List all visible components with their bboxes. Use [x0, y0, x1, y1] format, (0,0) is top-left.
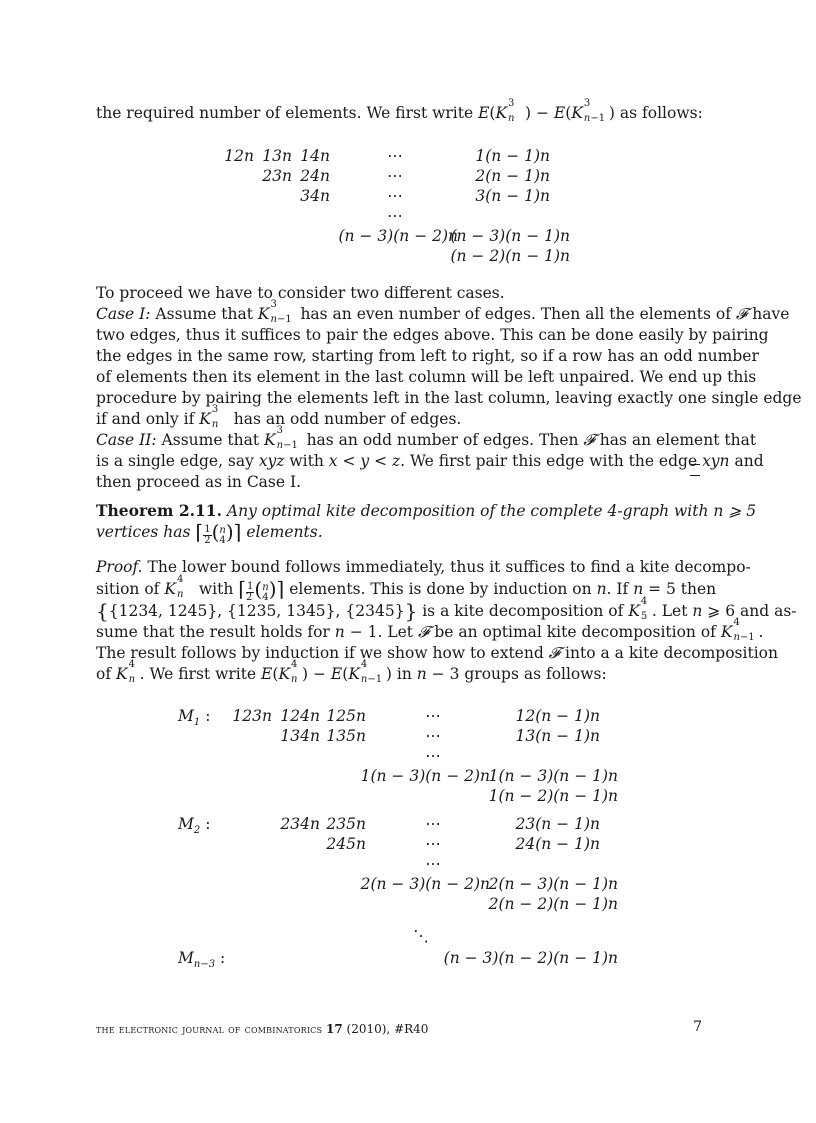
case1-line-3: the edges in the same row, starting from left to right, so if a row has an odd number: [96, 347, 759, 365]
diagonal-dots: ⋱: [413, 927, 429, 945]
case1-line-6: if and only if K 3 n has an odd number of edges.: [96, 404, 462, 430]
text: .: [758, 623, 764, 641]
text: has an element that: [594, 431, 757, 449]
text: :: [205, 815, 211, 833]
table-cell: 34n: [300, 187, 330, 205]
page-number: 7: [693, 1019, 702, 1035]
qed-symbol: [690, 464, 700, 476]
case2-line-1: Case II: Assume that K 3 n−1 has an odd number of edges. Then 𝓕 has an element that: [96, 425, 757, 451]
footer-journal: [96, 1021, 428, 1037]
text: in: [391, 665, 417, 683]
table-cell: 1(n − 3)(n − 1)n: [488, 767, 618, 785]
table-cell: (n − 3)(n − 1)n: [450, 227, 570, 245]
proof-line-6: of K 4 n . We first write E(K 4 n ) − E(K 4 n−1 ) in n − 3 groups as follows:: [96, 659, 607, 685]
table-cell: 13(n − 1)n: [515, 727, 600, 745]
table-cell: 13n: [262, 147, 292, 165]
proof-label: Proof.: [96, 558, 143, 576]
text: M: [178, 707, 194, 725]
journal-name: the electronic journal of combinatorics: [96, 1022, 323, 1036]
text: ⩾ 6 and as-: [702, 602, 797, 620]
case2-line-3: then proceed as in Case I.: [96, 473, 302, 491]
text: n ⩾ 5: [713, 502, 757, 520]
text: into a a kite decomposition: [560, 644, 778, 662]
table-cell: (n − 2)(n − 1)n: [450, 247, 570, 265]
group-label-m2: [178, 814, 210, 834]
table-cell: 2(n − 3)(n − 2)n: [360, 875, 490, 893]
table-cell: ⋯: [425, 835, 441, 853]
text: = 5 then: [643, 580, 717, 598]
text: M: [178, 949, 194, 967]
theorem-line-1: [96, 500, 757, 522]
table-cell: 1(n − 2)(n − 1)n: [488, 787, 618, 805]
intro-line: the required number of elements. We first write E(K 3 n ) − E(K 3 n−1 ) as follows:: [96, 98, 703, 124]
text: {1234, 1245}, {1235, 1345}, {2345}: [108, 602, 405, 620]
table-cell: 245n: [326, 835, 366, 853]
table-cell: 12(n − 1)n: [515, 707, 600, 725]
theorem-line-2: vertices has ⌈ $\frac{1}{2}$ ( n 4 )⌉ elements.: [96, 520, 323, 546]
case1-line-5: procedure by pairing the elements left in the last column, leaving exactly one single edge: [96, 389, 802, 407]
text: . We first pair this edge with the edge: [400, 452, 703, 470]
text: Assume that: [150, 305, 258, 323]
case1-label: Case I:: [96, 305, 151, 323]
text: vertices has: [96, 523, 196, 541]
table-cell: ⋯: [387, 167, 403, 185]
text: . Let: [651, 602, 693, 620]
table-cell: 135n: [326, 727, 366, 745]
text: M: [178, 815, 194, 833]
text: − 1. Let: [344, 623, 418, 641]
table-cell: ⋯: [387, 207, 403, 225]
table-cell: 2(n − 2)(n − 1)n: [488, 895, 618, 913]
text: has an odd number of edges. Then: [301, 431, 584, 449]
table-cell: (n − 3)(n − 2)n: [338, 227, 458, 245]
year-article: (2010), #R40: [342, 1022, 429, 1036]
text: is a kite decomposition of: [417, 602, 629, 620]
text: − 3 groups as follows:: [426, 665, 607, 683]
text: has an even number of edges. Then all the elements of: [295, 305, 736, 323]
text: has an odd number of edges.: [228, 410, 462, 428]
table-cell: (n − 3)(n − 2)(n − 1)n: [443, 949, 618, 967]
text: elements.: [241, 523, 323, 541]
table-cell: 1(n − 1)n: [475, 147, 550, 165]
table-cell: 125n: [326, 707, 366, 725]
table-cell: ⋯: [387, 187, 403, 205]
text: be an optimal kite decomposition of: [429, 623, 721, 641]
text: Any optimal kite decomposition of the complete 4-graph with: [221, 502, 714, 520]
text: if and only if: [96, 410, 200, 428]
text: sition of: [96, 580, 165, 598]
text: . We first write: [139, 665, 262, 683]
text: is a single edge, say: [96, 452, 259, 470]
proof-line-5: The result follows by induction if we show how to extend 𝓕 into a a kite decomposition: [96, 644, 778, 662]
table-cell: ⋯: [425, 747, 441, 765]
table-cell: 24(n − 1)n: [515, 835, 600, 853]
text: with: [193, 580, 239, 598]
table-cell: 24n: [300, 167, 330, 185]
table-cell: 2(n − 3)(n − 1)n: [488, 875, 618, 893]
cases-intro: To proceed we have to consider two different cases.: [96, 284, 505, 302]
table-cell: ⋯: [425, 707, 441, 725]
text: n−3: [193, 959, 216, 970]
case1-line-2: two edges, thus it suffices to pair the edges above. This can be done easily by pairing: [96, 326, 769, 344]
table-cell: ⋯: [425, 815, 441, 833]
proof-line-4: sume that the result holds for n − 1. Let 𝓕 be an optimal kite decomposition of K 4 n−1 .: [96, 617, 764, 643]
text: with: [284, 452, 329, 470]
theorem-label: Theorem 2.11.: [96, 501, 222, 520]
text: sume that the result holds for: [96, 623, 335, 641]
text: 2: [193, 825, 201, 836]
text: . If: [606, 580, 634, 598]
proof-line-1: [96, 557, 751, 578]
text: Assume that: [156, 431, 265, 449]
table-cell: 23(n − 1)n: [515, 815, 600, 833]
table-cell: 14n: [300, 147, 330, 165]
text: elements. This is done by induction on: [284, 580, 597, 598]
text: and: [729, 452, 764, 470]
table-cell: 124n: [280, 707, 320, 725]
intro-text-end: as follows:: [614, 104, 703, 122]
text: of: [96, 665, 116, 683]
table-cell: 23n: [262, 167, 292, 185]
table-cell: 134n: [280, 727, 320, 745]
case2-line-2: is a single edge, say xyz with x < y < z. We first pair this edge with the edge xyn and: [96, 452, 764, 470]
table-cell: ⋯: [425, 855, 441, 873]
text: :: [220, 949, 226, 967]
table-cell: 235n: [326, 815, 366, 833]
group-label-mn3: [178, 948, 225, 968]
table-cell: 123n: [232, 707, 272, 725]
text: 1: [193, 717, 201, 728]
group-label-m1: [178, 706, 210, 726]
table-cell: 3(n − 1)n: [475, 187, 550, 205]
case2-label: Case II:: [96, 431, 157, 449]
intro-text: the required number of elements. We first write: [96, 104, 479, 122]
proof-line-3: {{1234, 1245}, {1235, 1345}, {2345}} is a kite decomposition of K 4 5 . Let n ⩾ 6 and as-: [96, 596, 797, 623]
text: The lower bound follows immediately, thus it suffices to find a kite decompo-: [142, 558, 751, 576]
text: The result follows by induction if we show how to extend: [96, 644, 549, 662]
table-cell: 234n: [280, 815, 320, 833]
table-cell: 2(n − 1)n: [475, 167, 550, 185]
case1-line-4: of elements then its element in the last column will be left unpaired. We end up this: [96, 368, 757, 386]
table-cell: ⋯: [425, 727, 441, 745]
case1-line-1: Case I: Assume that K 3 n−1 has an even number of edges. Then all the elements of 𝓕 have: [96, 299, 790, 325]
table-cell: 1(n − 3)(n − 2)n: [360, 767, 490, 785]
table-cell: ⋯: [387, 147, 403, 165]
table-cell: 12n: [224, 147, 254, 165]
proof-line-2: sition of K 4 n with ⌈ $\frac{1}{2}$ ( n 4 )⌉ elements. This is done by induction on n. If n = 5 then: [96, 574, 717, 603]
text: have: [747, 305, 790, 323]
text: :: [205, 707, 211, 725]
volume: 17: [326, 1022, 343, 1036]
